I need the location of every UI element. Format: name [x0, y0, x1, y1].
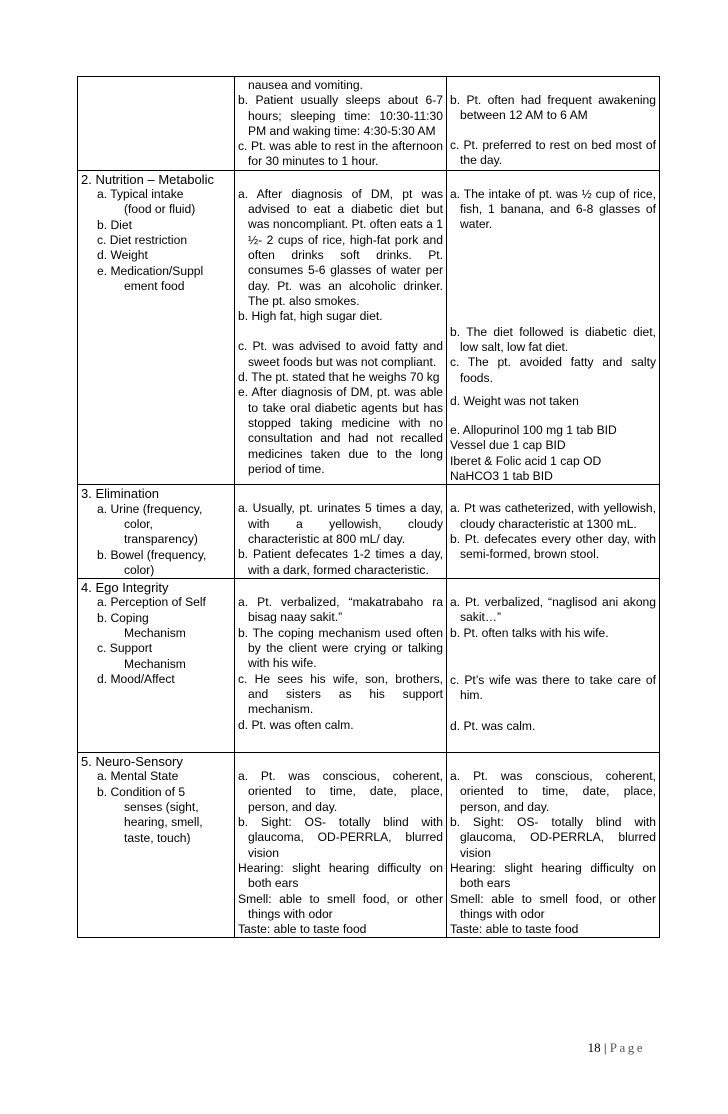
category-item: color) — [124, 562, 155, 577]
history-text: b. High fat, high sugar diet. — [238, 309, 383, 324]
history-text: a. Pt. verbalized, “makatrabaho ra bisag naay sakit.” — [238, 595, 443, 625]
category-item: d. Weight — [97, 248, 148, 263]
current-text: e. Allopurinol 100 mg 1 tab BID — [450, 423, 617, 438]
category-item: ement food — [124, 278, 185, 293]
category-item: b. Bowel (frequency, — [97, 547, 207, 562]
current-text: d. Pt. was calm. — [450, 718, 536, 733]
category-title: 4. Ego Integrity — [81, 580, 169, 596]
history-cell — [235, 170, 447, 485]
history-text: b. Sight: OS- totally blind with glaucoma, OD-PERRLA, blurred vision — [238, 815, 443, 860]
history-cell — [235, 579, 447, 753]
category-item: b. Diet — [97, 217, 132, 232]
current-text: b. Pt. often talks with his wife. — [450, 625, 609, 640]
category-cell — [78, 170, 235, 485]
history-text: d. Pt. was often calm. — [238, 717, 354, 732]
current-text: c. The pt. avoided fatty and salty foods. — [450, 355, 656, 385]
category-item: a. Urine (frequency, — [97, 501, 203, 516]
page-label: Page — [609, 1040, 645, 1055]
current-cell — [447, 579, 660, 753]
current-text: b. Pt. defecates every other day, with semi-formed, brown stool. — [450, 531, 656, 562]
history-text: c. Pt. was able to rest in the afternoon for 30 minutes to 1 hour. — [238, 139, 443, 169]
history-text: Hearing: slight hearing difficulty on both ears — [238, 860, 443, 891]
category-title: 5. Neuro-Sensory — [81, 754, 183, 770]
history-text: a. After diagnosis of DM, pt was advised to eat a diabetic diet but was noncompliant. Pt. often eats a 1 ½- 2 cups of rice, high-fat pork and often drinks soft drinks. Pt. consumes 5-6 glasses of water per day. Pt. was an alcoholic drinker. The pt. also smokes. — [238, 186, 443, 308]
category-item: hearing, smell, — [124, 815, 203, 830]
category-title: 3. Elimination — [81, 486, 160, 502]
history-text: b. Patient usually sleeps about 6-7 hours; sleeping time: 10:30-11:30 PM and waking time: 4:30-5:30 AM — [238, 93, 443, 138]
history-text: c. Pt. was advised to avoid fatty and sweet foods but was not compliant. — [238, 339, 443, 369]
page-footer — [588, 1040, 645, 1056]
table-row-sleep — [78, 77, 660, 171]
category-item: a. Perception of Self — [97, 595, 206, 610]
current-text: b. Pt. often had frequent awakening between 12 AM to 6 AM — [450, 93, 656, 123]
current-text: d. Weight was not taken — [450, 393, 579, 408]
table-row-nutrition — [78, 170, 660, 485]
category-item: b. Coping — [97, 610, 149, 625]
history-text: nausea and vomiting. — [248, 78, 363, 92]
current-text: c. Pt’s wife was there to take care of him. — [450, 673, 656, 703]
category-cell — [78, 753, 235, 938]
history-text: d. The pt. stated that he weighs 70 kg — [238, 370, 440, 385]
category-title: 2. Nutrition – Metabolic — [81, 171, 214, 187]
category-item: b. Condition of 5 — [97, 784, 186, 799]
category-item: d. Mood/Affect — [97, 671, 175, 686]
table-row-neuro-sensory — [78, 753, 660, 938]
current-text: b. The diet followed is diabetic diet, low salt, low fat diet. — [450, 324, 656, 354]
category-item: color, — [124, 516, 153, 531]
current-text: a. The intake of pt. was ½ cup of rice, fish, 1 banana, and 6-8 glasses of water. — [450, 186, 656, 232]
current-text: Hearing: slight hearing difficulty on both ears — [450, 860, 656, 891]
current-text: a. Pt. was conscious, coherent, oriented to time, date, place, person, and day. — [450, 769, 656, 814]
current-cell — [447, 485, 660, 579]
current-cell — [447, 77, 660, 171]
category-item: c. Support — [97, 641, 153, 656]
history-cell — [235, 77, 447, 171]
current-text: Smell: able to smell food, or other things with odor — [450, 891, 656, 921]
history-text: a. Pt. was conscious, coherent, oriented to time, date, place, person, and day. — [238, 769, 443, 814]
history-text: b. The coping mechanism used often by the client were crying or talking with his wife. — [238, 625, 443, 671]
category-item: taste, touch) — [124, 830, 191, 845]
category-item: e. Medication/Suppl — [97, 263, 204, 278]
category-item: transparency) — [124, 532, 198, 547]
current-cell — [447, 170, 660, 485]
history-text: e. After diagnosis of DM, pt. was able to take oral diabetic agents but has stopped taking medicine with no consultation and had not recalled medicines taken due to the long period of time. — [238, 385, 443, 476]
category-item: (food or fluid) — [124, 202, 196, 217]
history-text: b. Patient defecates 1-2 times a day, with a dark, formed characteristic. — [238, 547, 443, 577]
current-text: c. Pt. preferred to rest on bed most of the day. — [450, 137, 656, 167]
category-cell — [78, 485, 235, 579]
current-text: Iberet & Folic acid 1 cap OD — [450, 453, 602, 468]
category-cell — [78, 579, 235, 753]
category-item: a. Typical intake — [97, 187, 184, 202]
assessment-table — [77, 76, 660, 938]
history-cell — [235, 485, 447, 579]
history-text: a. Usually, pt. urinates 5 times a day, with a yellowish, cloudy characteristic at 800 mL/ day. — [238, 501, 443, 546]
current-text: NaHCO3 1 tab BID — [450, 469, 553, 484]
table-row-elimination — [78, 485, 660, 579]
history-text: Taste: able to taste food — [238, 922, 367, 937]
footer-separator: | — [603, 1040, 607, 1055]
current-text: a. Pt was catheterized, with yellowish, cloudy characteristic at 1300 mL. — [450, 501, 656, 531]
category-item: senses (sight, — [124, 800, 199, 815]
category-item: Mechanism — [124, 656, 186, 671]
category-cell — [78, 77, 235, 171]
current-text: b. Sight: OS- totally blind with glaucoma, OD-PERRLA, blurred vision — [450, 815, 656, 860]
table-row-ego-integrity — [78, 579, 660, 753]
category-item: a. Mental State — [97, 769, 179, 784]
history-text: c. He sees his wife, son, brothers, and sisters as his support mechanism. — [238, 671, 443, 717]
history-text: Smell: able to smell food, or other things with odor — [238, 891, 443, 921]
category-item: c. Diet restriction — [97, 232, 188, 247]
current-text: Vessel due 1 cap BID — [450, 438, 566, 453]
current-text: a. Pt. verbalized, “naglisod ani akong sakit…” — [450, 595, 656, 625]
current-cell — [447, 753, 660, 938]
history-cell — [235, 753, 447, 938]
page-number: 18 — [587, 1040, 601, 1055]
category-item: Mechanism — [124, 626, 186, 641]
current-text: Taste: able to taste food — [450, 922, 579, 937]
